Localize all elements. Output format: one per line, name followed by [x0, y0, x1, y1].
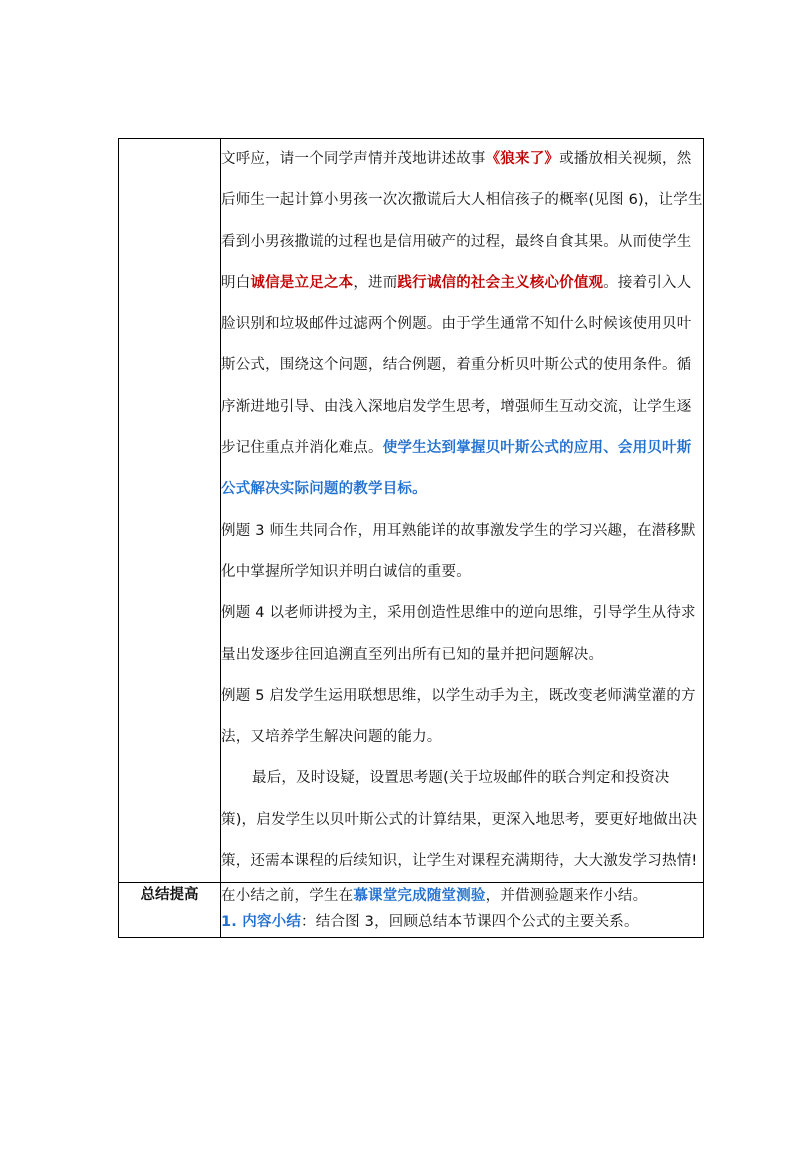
content-paragraph [221, 676, 703, 759]
emphasis-text: 使学生达到掌握贝叶斯公式的应用、会用贝叶斯公式解决实际问题的教学目标。 [221, 440, 692, 498]
content-paragraphs [221, 139, 703, 882]
emphasis-text: 诚信是立足之本 [250, 274, 354, 291]
content-paragraph [221, 758, 703, 882]
emphasis-text: 《狼来了》 [485, 151, 560, 167]
text-segment: 。接着引入人脸识别和垃圾邮件过滤两个例题。由于学生通常不知什么时候该使用贝叶斯公式，围绕这个问题，结合例题，着重分析贝叶斯公式的使用条件。循序渐进地引导、由浅入深地启发学生思考，增强师生互动交流，让学生逐步记住重点并消化难点。 [221, 274, 692, 457]
summary-label: 总结提高 [119, 883, 221, 938]
emphasis-text: 践行诚信的社会主义核心价值观 [397, 274, 604, 291]
summary-content-cell [221, 883, 704, 938]
emphasis-text: 慕课堂完成随堂测验 [353, 888, 486, 905]
text-segment: 文呼应，请一个同学声情并茂地讲述故事 [221, 151, 486, 167]
lesson-plan-table [118, 138, 704, 938]
summary-line [221, 883, 703, 909]
text-segment: ，并借测验题来作小结。 [485, 888, 648, 905]
content-paragraph [221, 511, 703, 594]
text-segment: 例题 3 师生共同合作，用耳熟能详的故事激发学生的学习兴趣，在潜移默化中掌握所学知识并明白诚信的重要。 [221, 522, 696, 580]
summary-row [119, 883, 704, 938]
summary-line [221, 909, 703, 935]
text-segment: 例题 5 启发学生运用联想思维，以学生动手为主，既改变老师满堂灌的方法，又培养学生解决问题的能力。 [221, 687, 696, 746]
text-segment: 或播放相关视频，然后师生一起计算小男孩一次次撒谎后大人相信孩子的概率(见图 6)，让学生看到小男孩撒谎的过程也是信用破产的过程，最终自食其果。从而使学生明白 [221, 151, 703, 291]
content-cell [221, 139, 704, 883]
text-segment: ：结合图 3，回顾总结本节课四个公式的主要关系。 [301, 914, 639, 931]
content-paragraph [221, 139, 703, 511]
content-paragraph [221, 593, 703, 676]
text-segment: 在小结之前，学生在 [221, 888, 354, 905]
text-segment: 最后，及时设疑，设置思考题(关于垃圾邮件的联合判定和投资决策)，启发学生以贝叶斯公式的计算结果，更深入地思考，要更好地做出决策，还需本课程的后续知识，让学生对课程充满期待，大大激发学习热情! [221, 770, 698, 870]
empty-label-cell [119, 139, 221, 883]
text-segment: ，进而 [353, 274, 398, 291]
emphasis-text: 1. 内容小结 [221, 914, 302, 931]
text-segment: 例题 4 以老师讲授为主，采用创造性思维中的逆向思维，引导学生从待求量出发逐步往回追溯直至列出所有已知的量并把问题解决。 [221, 605, 696, 663]
summary-lines [221, 883, 703, 935]
content-row [119, 139, 704, 883]
